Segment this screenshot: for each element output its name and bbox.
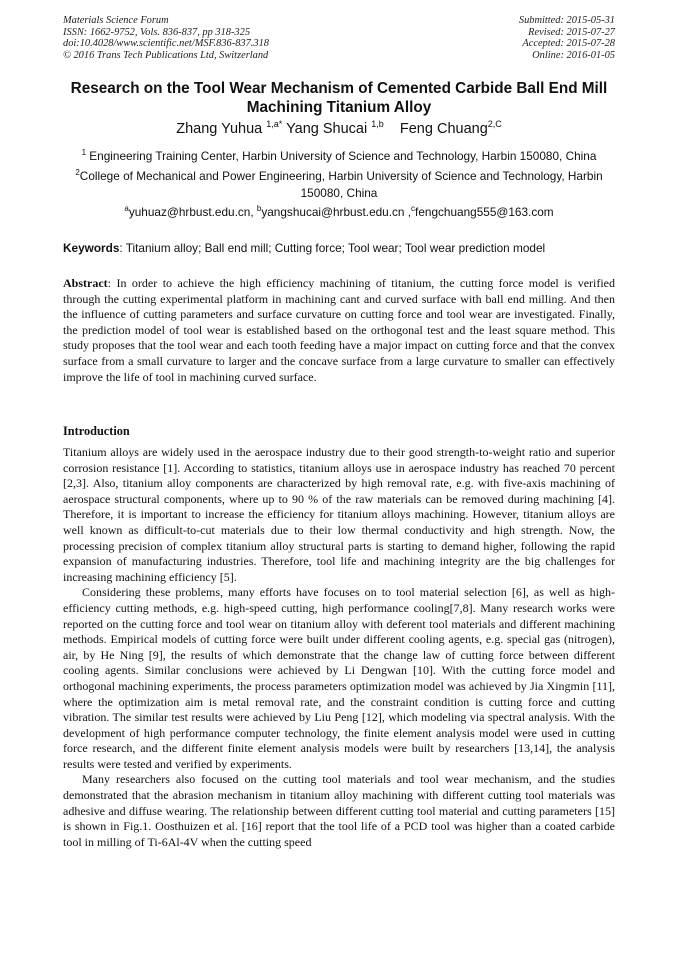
author-affiliation-mark: 1,b [371, 119, 384, 129]
affiliation-text: College of Mechanical and Power Engineering, Harbin University of Science and Technology, Harbin 150080, China [79, 169, 603, 200]
affiliation-2 [70, 168, 608, 202]
author-affiliation-mark: 2,C [487, 119, 502, 129]
email-mark: b [256, 204, 262, 213]
paper-title: Research on the Tool Wear Mechanism of Cemented Carbide Ball End Mill Machining Titanium Alloy [70, 80, 608, 116]
keywords-label: Keywords [63, 241, 120, 255]
affiliation-text: Engineering Training Center, Harbin University of Science and Technology, Harbin 150080, China [89, 149, 597, 163]
abstract-text: : In order to achieve the high efficiency machining of titanium, the cutting force model is verified through the cutting experimental platform in machining cant and curved surface with ball end milling. And then the influence of cutting parameters and surface curvature on cutting force and tool wear are investigated. Finally, the prediction model of tool wear is established based on the orthogonal test and the least square method. This study proposes that the tool wear and each tooth feeding have a major impact on cutting force and that the convex surface from a small curvature to larger and the concave surface from a large curvature to smaller can effectively improve the life of tool in machining curved surface. [63, 276, 615, 384]
journal-info [63, 15, 269, 61]
author-list [40, 120, 638, 138]
author-name: Zhang Yuhua [176, 121, 263, 137]
affiliation-mark: 1 [81, 148, 87, 157]
email-mark: c [411, 204, 416, 213]
abstract-label: Abstract [63, 276, 108, 290]
abstract [63, 276, 615, 385]
paragraph: Many researchers also focused on the cutting tool materials and tool wear mechanism, and the studies demonstrated that the abrasion mechanism in titanium alloy machining with different cutting tool materials was adhesive and diffuse wearing. The relationship between different cutting tool material and cutting parameters [15] is shown in Fig.1. Oosthuizen et al. [16] report that the tool life of a PCD tool was higher than a coated carbide tool in milling of Ti-6Al-4V when the cutting speed [63, 772, 615, 849]
keywords [63, 240, 615, 256]
revised-date: Revised: 2015-07-27 [528, 26, 615, 38]
keywords-text: : Titanium alloy; Ball end mill; Cutting force; Tool wear; Tool wear prediction model [119, 241, 546, 255]
journal-name: Materials Science Forum [63, 15, 169, 26]
email-link[interactable]: yangshucai@hrbust.edu.cn , [261, 205, 412, 219]
author-name: Feng Chuang [399, 121, 488, 137]
publication-dates [519, 15, 615, 61]
email-link[interactable]: fengchuang555@163.com [415, 205, 554, 219]
issn: ISSN: 1662-9752, Vols. 836-837, pp 318-325 [63, 26, 251, 38]
copyright: © 2016 Trans Tech Publications Ltd, Switzerland [63, 49, 269, 61]
submitted-date: Submitted: 2015-05-31 [518, 15, 615, 26]
author-name: Yang Shucai [286, 121, 368, 137]
email-list [50, 204, 628, 221]
email-link[interactable]: yuhuaz@hrbust.edu.cn, [128, 205, 257, 219]
doi: doi:10.4028/www.scientific.net/MSF.836-837.318 [63, 38, 269, 50]
introduction-body [63, 445, 615, 850]
email-mark: a [124, 204, 129, 213]
author-affiliation-mark: 1,a* [266, 119, 283, 129]
online-date: Online: 2016-01-05 [532, 49, 615, 61]
affiliation-mark: 2 [75, 168, 80, 177]
paragraph: Titanium alloys are widely used in the aerospace industry due to their good strength-to-weight ratio and superior corrosion resistance [1]. According to statistics, titanium alloys use in aerospace industry has reached 70 percent [2,3]. Also, titanium alloy components are characterized by high removal rate, e.g. with five-axis machining of aerospace structural components, where up to 90 % of the raw materials can be removed during machining [4]. Therefore, it is important to increase the efficiency for titanium alloys machining. However, titanium alloys are well known as difficult-to-cut materials due to their low thermal conductivity and high strength. Now, the processing precision of complex titanium alloy structural parts is starting to demand higher, following the rapid expansion of manufacturing industries. Therefore, tool life and machining integrity are the big challenges for increasing machining efficiency [5]. [63, 445, 615, 584]
section-heading-introduction: Introduction [63, 424, 130, 438]
affiliation-1 [50, 148, 628, 165]
paragraph: Considering these problems, many efforts have focuses on to tool material selection [6], as well as high-efficiency cutting methods, e.g. high-speed cutting, high performance cooling[7,8]. Many research works were reported on the cutting force and tool wear on titanium alloy with deferent tool materials and different machining methods. Empirical models of cutting force were built under different cooling agents, e.g. special gas (nitrogen), air, by He Ning [9], the results of which demonstrate that the change law of cutting force between different cooling agents. Similar conclusions were achieved by Li Dengwan [10]. With the cutting force model and orthogonal machining experiments, the process parameters optimization model was achieved by Jia Xingmin [11], where the optimization aim is metal removal rate, and the constraint condition is cutting force and cutting vibration. The similar test results were achieved by Liu Peng [12], which modeling via spectral analysis. With the development of high performance computer technology, the finite element analysis model were used in cutting force research, and the different finite element analysis models were built by researchers [13,14], the analysis results were tested and verified by experiments. [63, 585, 615, 771]
accepted-date: Accepted: 2015-07-28 [522, 38, 615, 50]
